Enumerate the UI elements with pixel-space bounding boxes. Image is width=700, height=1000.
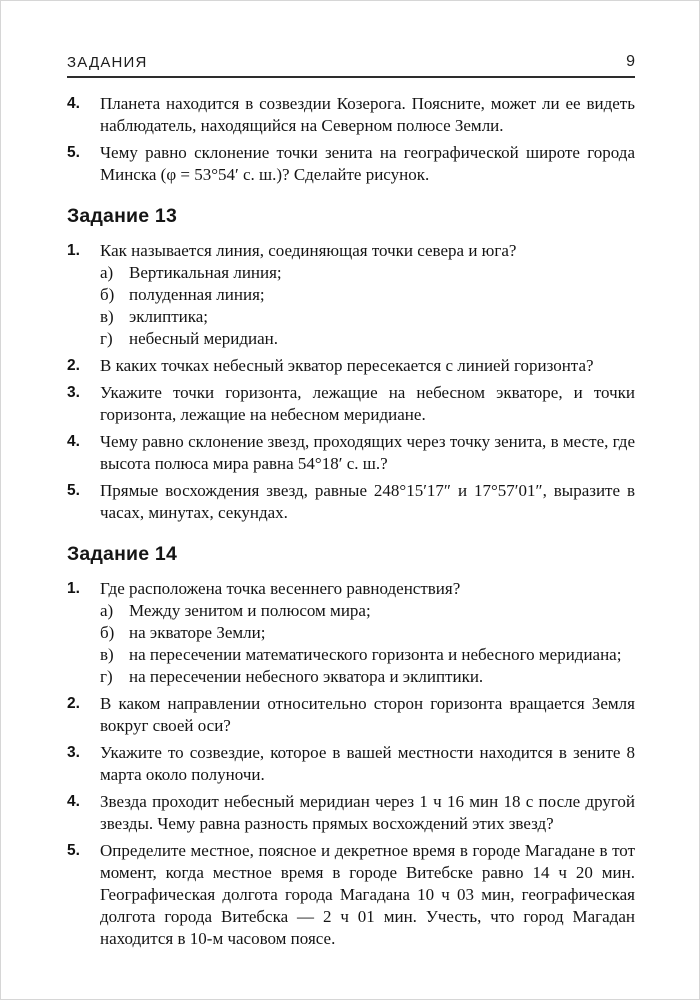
- task-item: [67, 742, 635, 786]
- item-body: [100, 382, 635, 426]
- option-letter: б): [100, 285, 115, 304]
- option-letter: а): [100, 263, 114, 282]
- item-body: [100, 693, 635, 737]
- task-item: [67, 693, 635, 737]
- item-text: Определите местное, поясное и декретное время в городе Магадане в тот момент, когда местное время в городе Витебске равно 14 ч 20 мин. Географическая долгота города Магадана 10 ч 03 мин, географическая долгота города Витебска — 2 ч 01 мин. Учесть, что город Магадан находится в 10-м часовом поясе.: [100, 841, 635, 948]
- item-text: В каких точках небесный экватор пересекается с линией горизонта?: [100, 356, 594, 375]
- task-item: [67, 93, 635, 137]
- item-body: [100, 480, 635, 524]
- option-text: небесный меридиан.: [129, 329, 278, 348]
- option-item: [100, 644, 635, 666]
- item-body: [100, 840, 635, 950]
- option-text: на пересечении математического горизонта и небесного меридиана;: [129, 645, 622, 664]
- option-item: [100, 284, 635, 306]
- option-letter: в): [100, 645, 114, 664]
- running-title: ЗАДАНИЯ: [67, 54, 148, 71]
- item-text: Укажите точки горизонта, лежащие на небесном экваторе, и точки горизонта, лежащие на небесном меридиане.: [100, 383, 635, 424]
- item-text: Прямые восхождения звезд, равные 248°15′17″ и 17°57′01″, выразите в часах, минутах, секундах.: [100, 481, 635, 522]
- item-body: [100, 240, 635, 350]
- task-item: [67, 578, 635, 688]
- option-text: Вертикальная линия;: [129, 263, 282, 282]
- task-item: [67, 142, 635, 186]
- option-text: Между зенитом и полюсом мира;: [129, 601, 371, 620]
- item-text: В каком направлении относительно сторон горизонта вращается Земля вокруг своей оси?: [100, 694, 635, 735]
- item-body: [100, 93, 635, 137]
- task-item: [67, 240, 635, 350]
- item-number: 3.: [67, 384, 80, 401]
- item-body: [100, 578, 635, 688]
- task-item: [67, 480, 635, 524]
- option-letter: б): [100, 623, 115, 642]
- item-body: [100, 142, 635, 186]
- item-number: 4.: [67, 793, 80, 810]
- option-text: на экваторе Земли;: [129, 623, 266, 642]
- item-body: [100, 742, 635, 786]
- item-number: 2.: [67, 357, 80, 374]
- section-title: Задание 13: [67, 205, 178, 227]
- item-text: Чему равно склонение точки зенита на географической широте города Минска (φ = 53°54′ с. ш.)? Сделайте рисунок.: [100, 143, 635, 184]
- option-letter: г): [100, 329, 113, 348]
- section-title: Задание 14: [67, 543, 178, 565]
- item-body: [100, 431, 635, 475]
- option-item: [100, 262, 635, 284]
- item-number: 4.: [67, 433, 80, 450]
- item-text: Чему равно склонение звезд, проходящих через точку зенита, в месте, где высота полюса мира равна 54°18′ с. ш.?: [100, 432, 635, 473]
- option-text: на пересечении небесного экватора и эклиптики.: [129, 667, 484, 686]
- item-number: 2.: [67, 695, 80, 712]
- option-letter: а): [100, 601, 114, 620]
- option-letter: в): [100, 307, 114, 326]
- item-number: 5.: [67, 144, 80, 161]
- task-item: [67, 431, 635, 475]
- item-text: Планета находится в созвездии Козерога. Поясните, может ли ее видеть наблюдатель, находящийся на Северном полюсе Земли.: [100, 94, 635, 135]
- task-item: [67, 355, 635, 377]
- item-number: 3.: [67, 744, 80, 761]
- task-item: [67, 791, 635, 835]
- item-body: [100, 355, 635, 377]
- item-text: Где расположена точка весеннего равноденствия?: [100, 579, 461, 598]
- option-text: полуденная линия;: [129, 285, 265, 304]
- option-item: [100, 666, 635, 688]
- item-number: 1.: [67, 242, 80, 259]
- page-number: 9: [626, 53, 635, 70]
- item-body: [100, 791, 635, 835]
- item-text: Укажите то созвездие, которое в вашей местности находится в зените 8 марта около полуночи.: [100, 743, 635, 784]
- item-text: Как называется линия, соединяющая точки севера и юга?: [100, 241, 517, 260]
- task-item: [67, 382, 635, 426]
- item-number: 5.: [67, 842, 80, 859]
- page-header: [67, 53, 635, 78]
- option-item: [100, 622, 635, 644]
- item-text: Звезда проходит небесный меридиан через 1 ч 16 мин 18 с после другой звезды. Чему равна разность прямых восхождений этих звезд?: [100, 792, 635, 833]
- option-text: эклиптика;: [129, 307, 209, 326]
- task-item: [67, 840, 635, 950]
- item-number: 5.: [67, 482, 80, 499]
- option-letter: г): [100, 667, 113, 686]
- option-item: [100, 306, 635, 328]
- item-number: 4.: [67, 95, 80, 112]
- option-item: [100, 328, 635, 350]
- option-item: [100, 600, 635, 622]
- item-number: 1.: [67, 580, 80, 597]
